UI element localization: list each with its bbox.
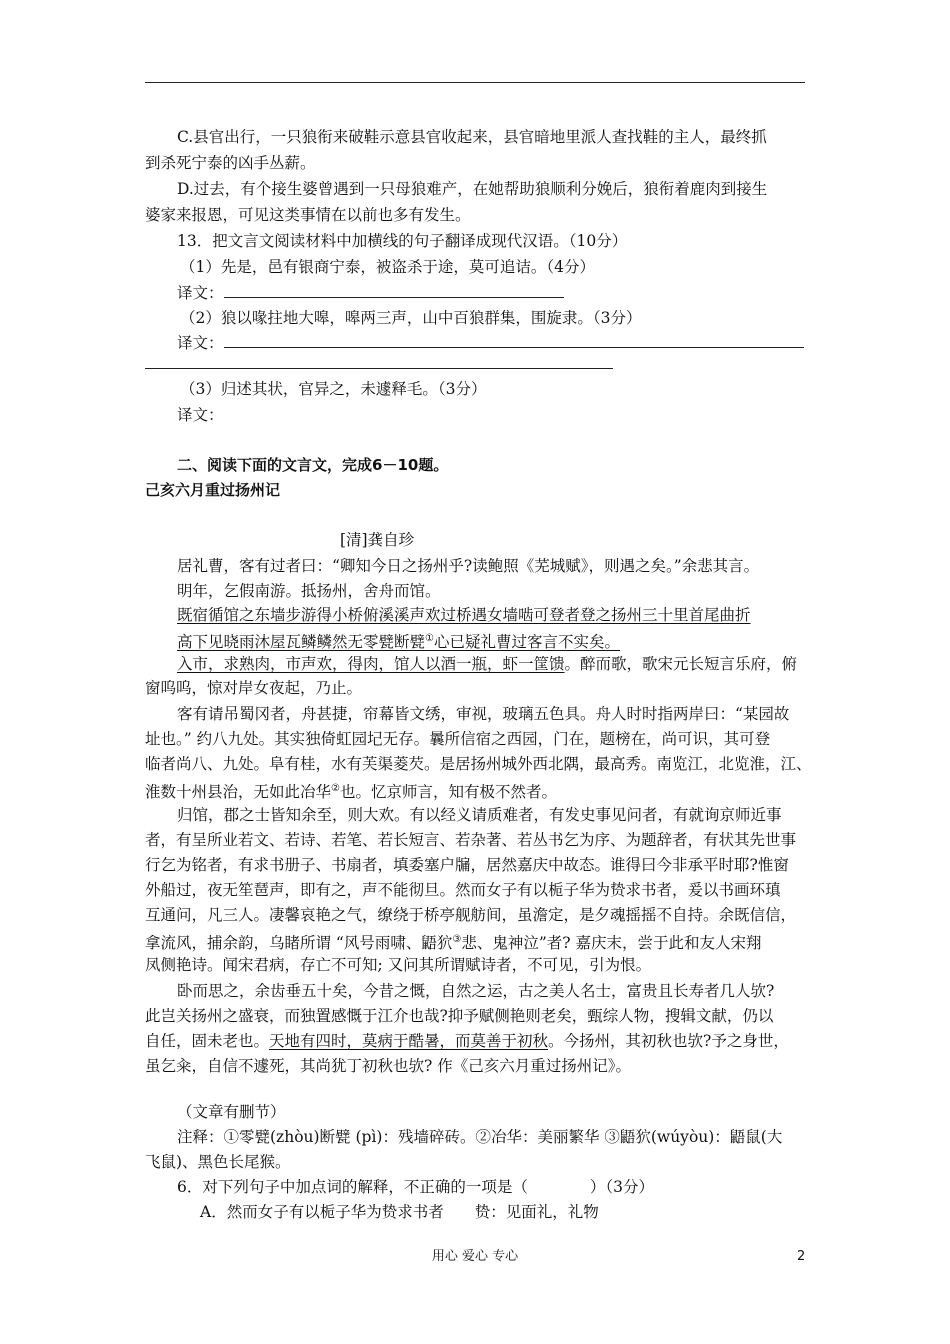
q13-answer-3-label: 译文： (177, 406, 224, 424)
passage-line: 外船过，夜无笙琶声，即有之，声不能彻旦。然而女子有以栀子华为贽求书者，爰以书画环瑱 (145, 881, 781, 899)
passage-line: 临者尚八、九处。阜有桂，水有芙渠菱芡。是居扬州城外西北隅，最高秀。南览江，北览淮，江、 (145, 755, 812, 773)
text: 淮数十州县治，无如此冶华 (145, 783, 332, 802)
header-rule (145, 82, 805, 83)
passage-line: 虽乞籴，自信不遽死，其尚犹丁初秋也欤? 作《己亥六月重过扬州记》。 (145, 1057, 631, 1075)
answer-blank-2[interactable] (224, 333, 804, 348)
footnote-marker: ③ (452, 934, 462, 945)
text: 自任，固未老也。 (145, 1032, 270, 1050)
text: 也。忆京师言，知有极不然者。 (339, 783, 557, 802)
footnote-marker: ② (331, 783, 340, 794)
page-number: 2 (797, 1249, 806, 1264)
option-c-line-2: 到杀死宁泰的凶手丛薪。 (145, 154, 316, 172)
passage-underlined-line: 既宿循馆之东墙步游得小桥俯溪溪声欢过桥遇女墙啮可登者登之扬州三十里首尾曲折 (177, 606, 751, 624)
passage-line: 址也。” 约八九处。其实独倚虹园圮无存。曩所信宿之西园，门在，题榜在，尚可识，其可登 (145, 730, 771, 748)
q13-sentence-2: （2）狼以喙拄地大嗥，嗥两三声，山中百狼群集，围旋隶。（3分） (180, 309, 642, 327)
passage-line (145, 778, 557, 800)
text: 心已疑礼曹过客言不实矣。 (433, 633, 620, 652)
passage-line: 互通问，凡三人。凄馨哀艳之气，缭绕于桥亭舰舫间，虽澹定，是夕魂摇摇不自持。余既信信， (145, 906, 797, 924)
q13-sentence-3: （3）归述其状，官异之，未遽释毛。（3分） (180, 380, 487, 398)
deletion-note: （文章有删节） (177, 1103, 286, 1121)
text: 。今扬州，其初秋也欤?予之身世， (548, 1032, 789, 1050)
footnote-marker: ① (425, 633, 434, 644)
option-c-line-1: C.县官出行，一只狼衔来破鞋示意县官收起来，县官暗地里派人查找鞋的主人，最终抓 (177, 128, 767, 146)
answer-blank-2-continued[interactable] (145, 368, 613, 369)
answer-label: 译文： (177, 334, 224, 352)
passage-line: 归馆，郡之士皆知余至，则大欢。有以经义请质难者，有发史事见问者，有就询京师近事 (177, 806, 782, 824)
q13-answer-1 (177, 282, 564, 304)
passage-line: 窗呜呜，惊对岸女夜起，乃止。 (145, 679, 363, 697)
passage-line: 明年，乞假南游。抵扬州，舍舟而馆。 (177, 582, 441, 600)
underlined-sentence: 入市，求熟肉，市声欢，得肉，馆人以酒一瓶，虾一筐馈 (177, 655, 565, 673)
passage-underlined-line (177, 628, 620, 650)
option-d-line-1: D.过去，有个接生婆曾遇到一只母狼难产，在她帮助狼顺利分娩后，狼衔着鹿肉到接生 (177, 180, 768, 198)
annotation-line-1: 注释：①零甓(zhòu)断甓 (pì)：残墙碎砖。②冶华：美丽繁华 ③鼯狖(wúyòu)：鼯鼠(大 (177, 1128, 783, 1146)
q13-sentence-1: （1）先是，邑有银商宁泰，被盗杀于途，莫可追诘。（4分） (180, 258, 595, 276)
q6-stem: 6．对下列句子中加点词的解释，不正确的一项是（ ）（3分） (177, 1178, 654, 1196)
passage-line (145, 929, 762, 951)
passage-line: 此岂关扬州之盛衰，而独置感慨于江介也哉?抑予赋侧艳则老矣，甄综人物，搜辑文献，仍以 (145, 1007, 774, 1025)
underlined-sentence: 天地有四时，莫病于酷暑，而莫善于初秋 (269, 1032, 549, 1050)
text: 高下见晓雨沐屋瓦鳞鳞然无零甓断甓 (177, 633, 426, 652)
text: 悲、鬼神泣”者? 嘉庆末，尝于此和友人宋翔 (461, 934, 762, 953)
q13-answer-2 (177, 332, 804, 354)
passage-title: 己亥六月重过扬州记 (145, 481, 281, 499)
text: 拿流风，捕余韵，乌睹所谓 “风号雨啸、鼯狖 (145, 934, 453, 953)
passage-line: 行乞为铭者，有求书册子、书扇者，填委塞户牖，居然嘉庆中故态。谁得曰今非承平时耶?惟窗 (145, 856, 789, 874)
text: 。醉而歌，歌宋元长短言乐府，俯 (564, 655, 798, 673)
passage-line (177, 653, 797, 675)
passage-line: 凤侧艳诗。闻宋君病，存亡不可知; 又问其所谓赋诗者，不可见，引为恨。 (145, 956, 652, 974)
footer-motto: 用心 爱心 专心 (431, 1249, 519, 1264)
passage-author: [清]龚自珍 (340, 531, 415, 549)
q13-stem: 13．把文言文阅读材料中加横线的句子翻译成现代汉语。（10分） (177, 232, 628, 250)
annotation-line-2: 飞鼠)、黑色长尾猴。 (145, 1153, 291, 1171)
section-2-intro: 二、阅读下面的文言文，完成6－10题。 (177, 456, 449, 474)
passage-line: 客有请吊蜀冈者，舟甚捷，帘幕皆文绣，审视，玻璃五色具。舟人时时指两岸曰：“某园故 (177, 705, 790, 723)
answer-label: 译文： (177, 284, 224, 302)
option-d-line-2: 婆家来报恩，可见这类事情在以前也多有发生。 (145, 206, 471, 224)
answer-blank-1[interactable] (224, 283, 564, 298)
passage-line (145, 1030, 789, 1052)
q6-option-a: A．然而女子有以栀子华为贽求书者 贽：见面礼，礼物 (200, 1203, 599, 1221)
passage-line: 居礼曹，客有过者曰：“卿知今日之扬州乎?读鲍照《芜城赋》，则遇之矣。”余悲其言。 (177, 557, 760, 575)
passage-line: 者，有呈所业若文、若诗、若笔、若长短言、若杂著、若丛书乞为序、为题辞者，有状其先世事 (145, 831, 797, 849)
passage-line: 卧而思之，余齿垂五十矣，今昔之慨，自然之运，古之美人名士，富贵且长寿者几人欤? (177, 982, 775, 1000)
